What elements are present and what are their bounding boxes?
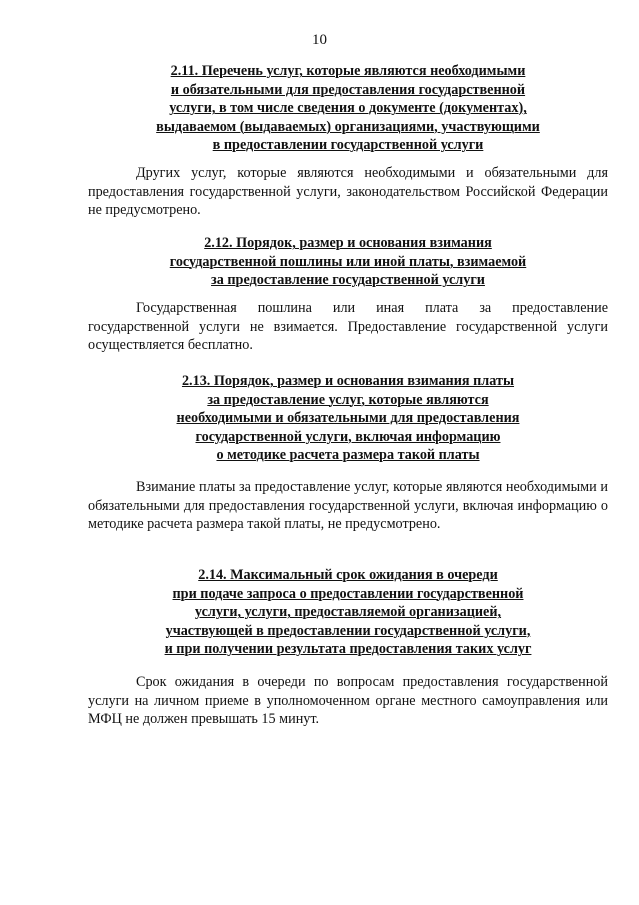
section-body: Государственная пошлина или иная плата за предоставление государственной услуги не взимается. Предоставление государственной услуги осуществляется бесплатно.: [88, 300, 608, 354]
section-heading: 2.14. Максимальный срок ожидания в очереди при подаче запроса о предоставлении государственной услуги, услуги, предоставляемой организацией, участвующей в предоставлении государственной услуги, и при получении результата предоставления таких услуг: [164, 567, 532, 658]
section-2-14: [88, 566, 608, 659]
section-2-12: [88, 234, 608, 290]
section-body: Срок ожидания в очереди по вопросам предоставления государственной услуги на личном приеме в уполномоченном органе местного самоуправления или МФЦ не должен превышать 15 минут.: [88, 674, 608, 728]
section-2-13: [88, 372, 608, 465]
section-2-11-body: [88, 164, 608, 220]
section-2-12-body: [88, 299, 608, 355]
section-2-11: [88, 62, 608, 155]
section-heading: 2.13. Порядок, размер и основания взимания платы за предоставление услуг, которые являются необходимыми и обязательными для предоставления государственной услуги, включая информацию о методике расчета размера такой платы: [176, 373, 520, 464]
section-body: Взимание платы за предоставление услуг, которые являются необходимыми и обязательными для предоставления государственной услуги, включая информацию о методике расчета размера такой платы, не предусмотрено.: [88, 479, 608, 533]
section-heading: 2.12. Порядок, размер и основания взимания государственной пошлины или иной платы, взимаемой за предоставление государственной услуги: [169, 235, 527, 289]
section-heading: 2.11. Перечень услуг, которые являются необходимыми и обязательными для предоставления государственной услуги, в том числе сведения о документе (документах), выдаваемом (выдаваемых) организациями, участвующими в предоставлении государственной услуги: [156, 63, 540, 154]
page-number: 10: [312, 32, 327, 48]
section-2-14-body: [88, 673, 608, 729]
section-2-13-body: [88, 478, 608, 534]
section-body: Других услуг, которые являются необходимыми и обязательными для предоставления государственной услуги, законодательством Российской Федерации не предусмотрено.: [88, 165, 608, 219]
